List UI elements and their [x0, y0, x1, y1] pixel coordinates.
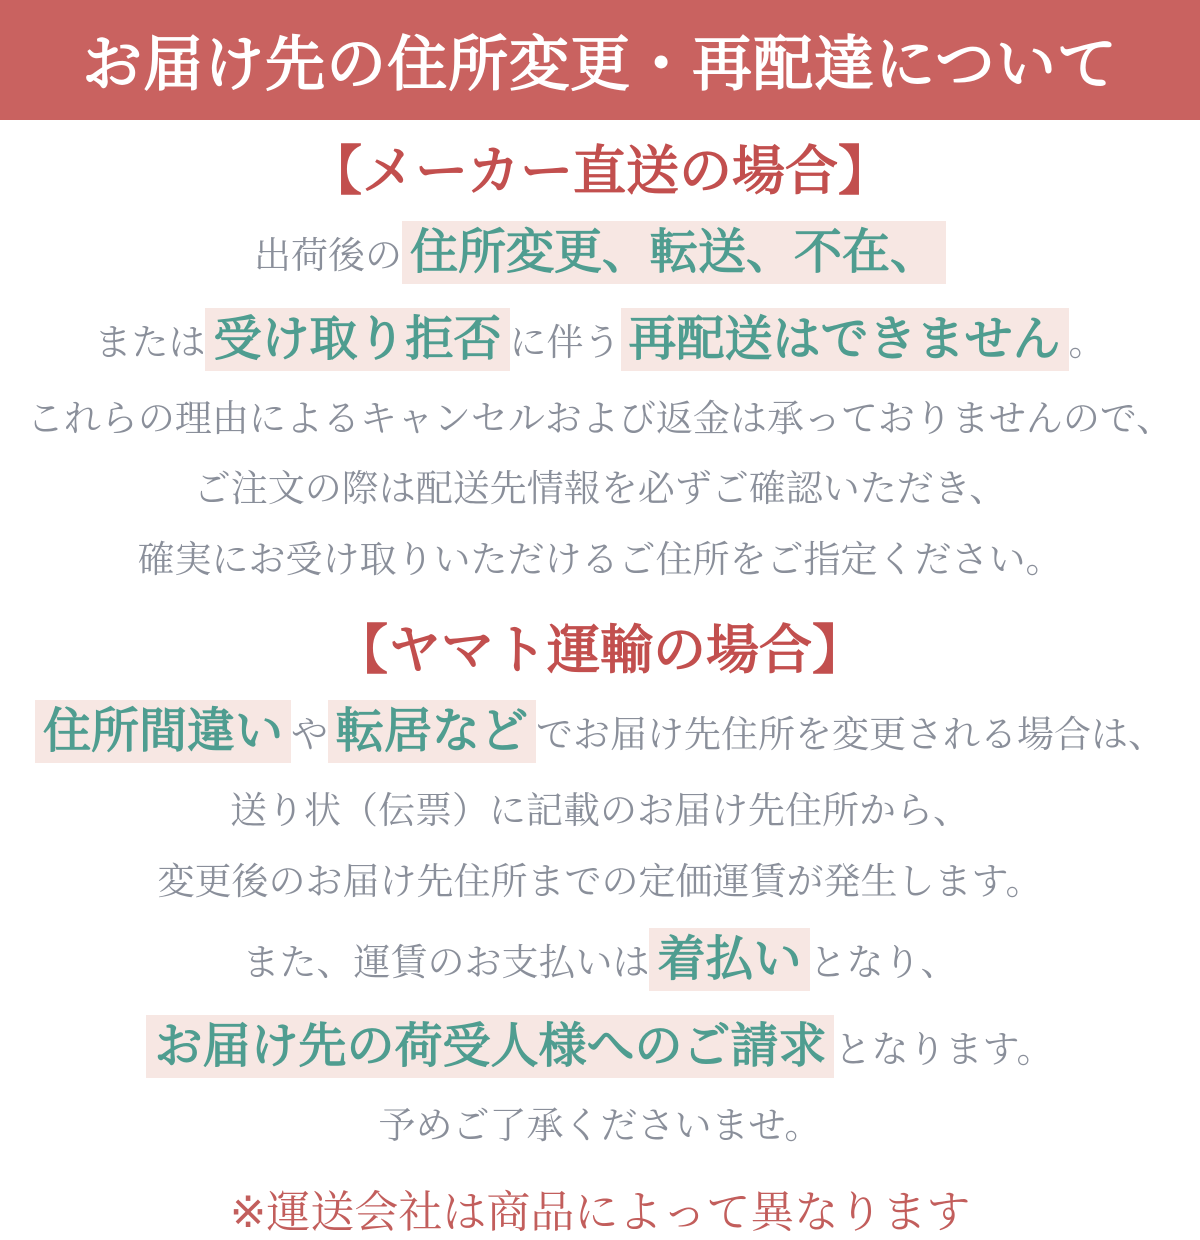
notice-line [0, 924, 1200, 996]
text-segment: となります。 [834, 1029, 1054, 1071]
highlight-segment: お届け先の荷受人様へのご請求 [146, 1015, 834, 1078]
notice-line [0, 854, 1200, 910]
text-segment: 変更後のお届け先住所までの定価運賃が発生します。 [157, 860, 1043, 902]
text-segment: 。 [1068, 321, 1106, 363]
page-title: お届け先の住所変更・再配達について [82, 31, 1118, 98]
carrier-disclaimer-note: ※運送会社は商品によって異なります [229, 1187, 971, 1237]
highlight-segment: 住所間違い [35, 700, 291, 763]
notice-line [0, 391, 1200, 447]
text-segment: 確実にお受け取りいただけるご住所をご指定ください。 [137, 538, 1063, 580]
text-segment: 送り状（伝票）に記載のお届け先住所から、 [230, 790, 970, 832]
highlight-segment: 受け取り拒否 [205, 308, 509, 371]
notice-line [0, 1098, 1200, 1154]
section-heading-yamato: 【ヤマト運輸の場合】 [335, 621, 865, 681]
notice-content [0, 120, 1200, 1240]
text-segment: ご注文の際は配送先情報を必ずご確認いただき、 [193, 468, 1007, 510]
text-segment: または [94, 321, 206, 363]
text-segment: となり、 [809, 942, 958, 984]
notice-line [0, 696, 1200, 768]
text-segment: でお届け先住所を変更される場合は、 [536, 714, 1166, 756]
section-maker-direct [0, 142, 1200, 587]
text-segment: これらの理由によるキャンセルおよび返金は承っておりませんので、 [26, 397, 1174, 439]
notice-line [0, 461, 1200, 517]
text-segment: 予めご了承くださいませ。 [378, 1105, 822, 1147]
section-heading-maker-direct: 【メーカー直送の場合】 [309, 142, 891, 201]
notice-line [0, 217, 1200, 289]
notice-line [0, 1011, 1200, 1083]
highlight-segment: 再配送はできません [621, 308, 1069, 371]
text-segment: 出荷後の [253, 234, 402, 276]
notice-line [0, 783, 1200, 839]
header-banner [0, 0, 1200, 120]
notice-line [0, 532, 1200, 588]
notice-line [0, 304, 1200, 376]
section-yamato [0, 621, 1200, 1153]
highlight-segment: 住所変更、転送、不在、 [402, 221, 946, 284]
text-segment: に伴う [509, 321, 621, 363]
text-segment: や [291, 714, 328, 756]
highlight-segment: 転居など [328, 700, 536, 763]
text-segment: また、運賃のお支払いは [242, 942, 650, 984]
highlight-segment: 着払い [649, 928, 809, 991]
